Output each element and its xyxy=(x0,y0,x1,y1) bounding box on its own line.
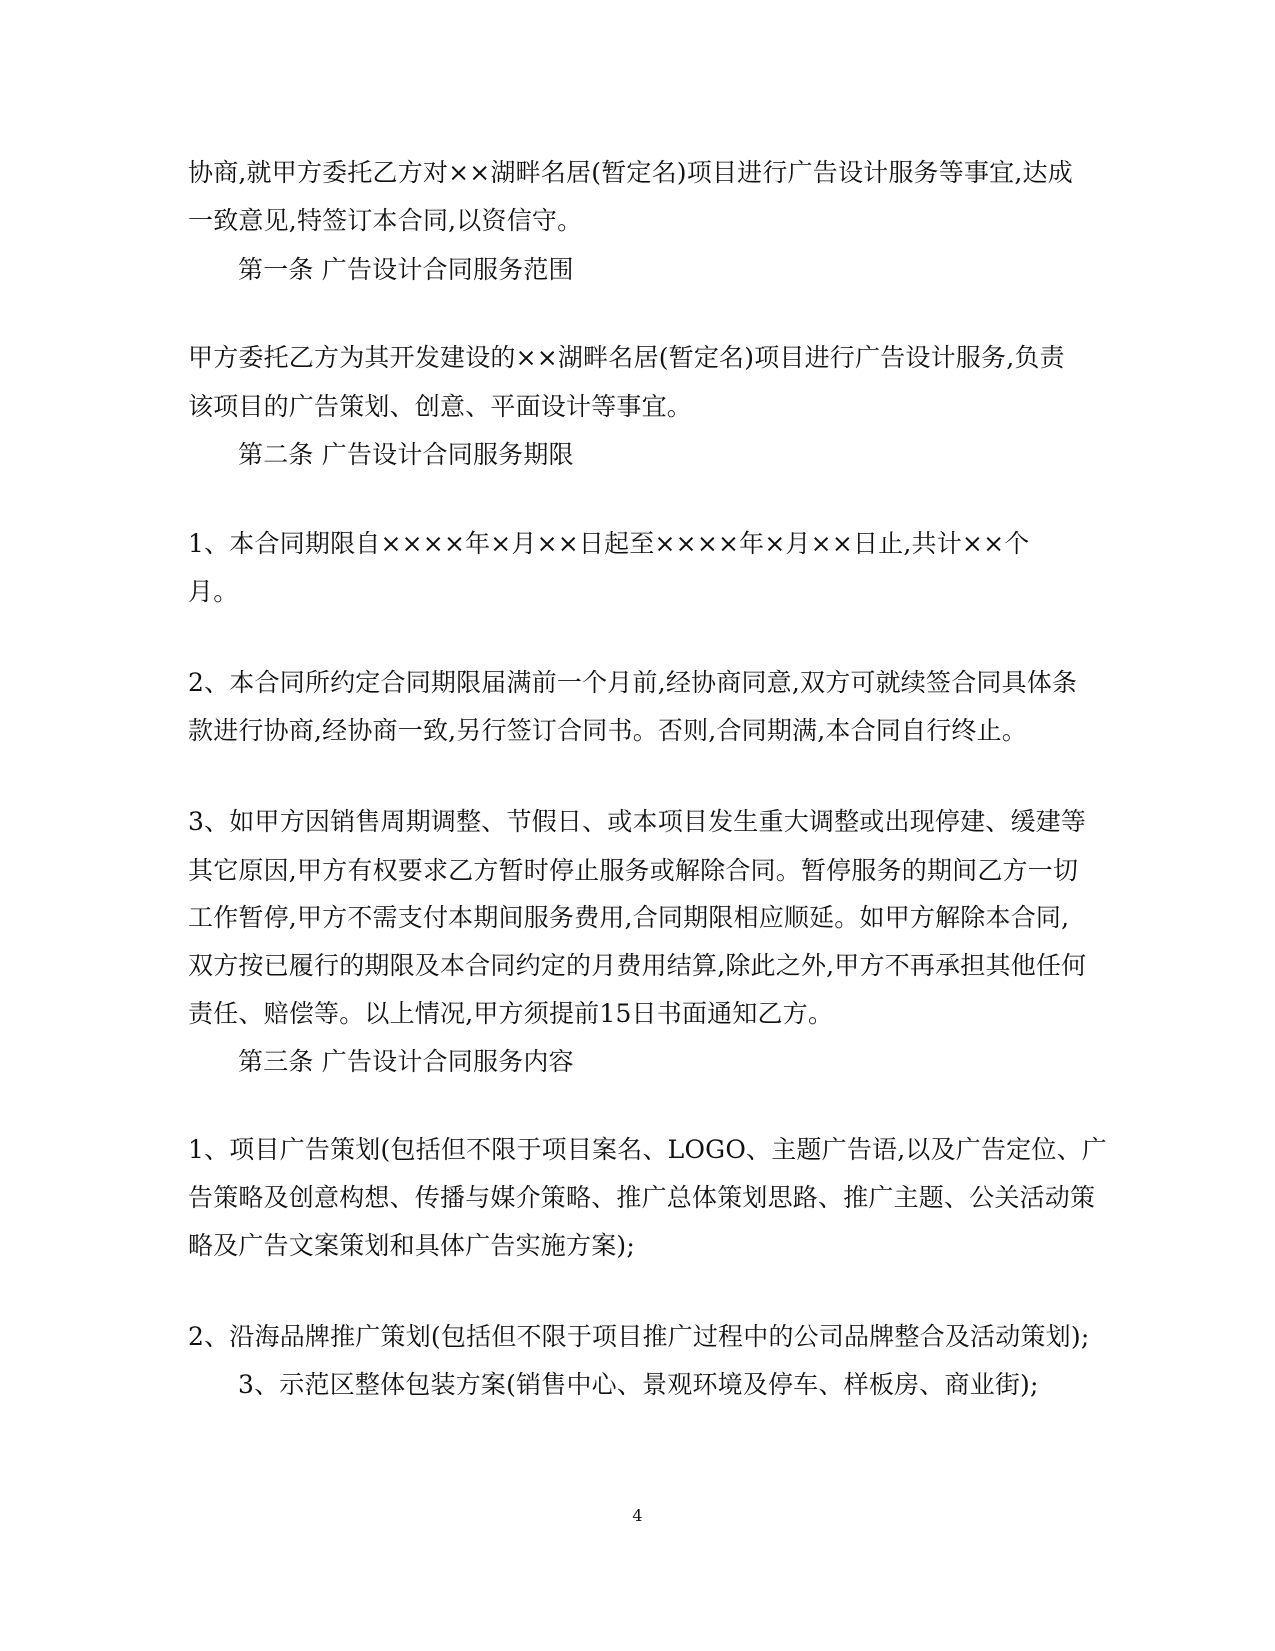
paragraph-line: 2、沿海品牌推广策划(包括但不限于项目推广过程中的公司品牌整合及活动策划); xyxy=(188,1322,1090,1351)
paragraph-line: 协商,就甲方委托乙方对××湖畔名居(暂定名)项目进行广告设计服务等事宜,达成 xyxy=(188,158,1073,187)
paragraph-line: 3、示范区整体包装方案(销售中心、景观环境及停车、样板房、商业街); xyxy=(238,1370,1039,1399)
section-heading-content: 第三条 广告设计合同服务内容 xyxy=(238,1047,574,1076)
paragraph-line: 2、本合同所约定合同期限届满前一个月前,经协商同意,双方可就续签合同具体条 xyxy=(188,668,1078,697)
paragraph-line: 3、如甲方因销售周期调整、节假日、或本项目发生重大调整或出现停建、缓建等 xyxy=(188,807,1087,836)
section-heading-scope: 第一条 广告设计合同服务范围 xyxy=(238,255,574,284)
paragraph-line: 责任、赔偿等。以上情况,甲方须提前15日书面通知乙方。 xyxy=(188,999,834,1028)
paragraph-line: 其它原因,甲方有权要求乙方暂时停止服务或解除合同。暂停服务的期间乙方一切 xyxy=(188,856,1079,885)
paragraph-line: 一致意见,特签订本合同,以资信守。 xyxy=(188,206,583,235)
paragraph-line: 告策略及创意构想、传播与媒介策略、推广总体策划思路、推广主题、公关活动策 xyxy=(188,1183,1096,1212)
paragraph-line: 1、项目广告策划(包括但不限于项目案名、LOGO、主题广告语,以及广告定位、广 xyxy=(188,1135,1107,1164)
paragraph-line: 略及广告文案策划和具体广告实施方案); xyxy=(188,1231,635,1260)
paragraph-line: 该项目的广告策划、创意、平面设计等事宜。 xyxy=(188,392,693,421)
paragraph-line: 工作暂停,甲方不需支付本期间服务费用,合同期限相应顺延。如甲方解除本合同, xyxy=(188,903,1070,932)
paragraph-line: 1、本合同期限自××××年×月××日起至××××年×月××日止,共计××个 xyxy=(188,529,1030,558)
paragraph-line: 双方按已履行的期限及本合同约定的月费用结算,除此之外,甲方不再承担其他任何 xyxy=(188,951,1087,980)
paragraph-line: 月。 xyxy=(188,577,239,606)
paragraph-line: 甲方委托乙方为其开发建设的××湖畔名居(暂定名)项目进行广告设计服务,负责 xyxy=(188,343,1065,372)
page-number: 4 xyxy=(632,1506,643,1525)
paragraph-line: 款进行协商,经协商一致,另行签订合同书。否则,合同期满,本合同自行终止。 xyxy=(188,716,1027,745)
section-heading-term: 第二条 广告设计合同服务期限 xyxy=(238,440,574,469)
